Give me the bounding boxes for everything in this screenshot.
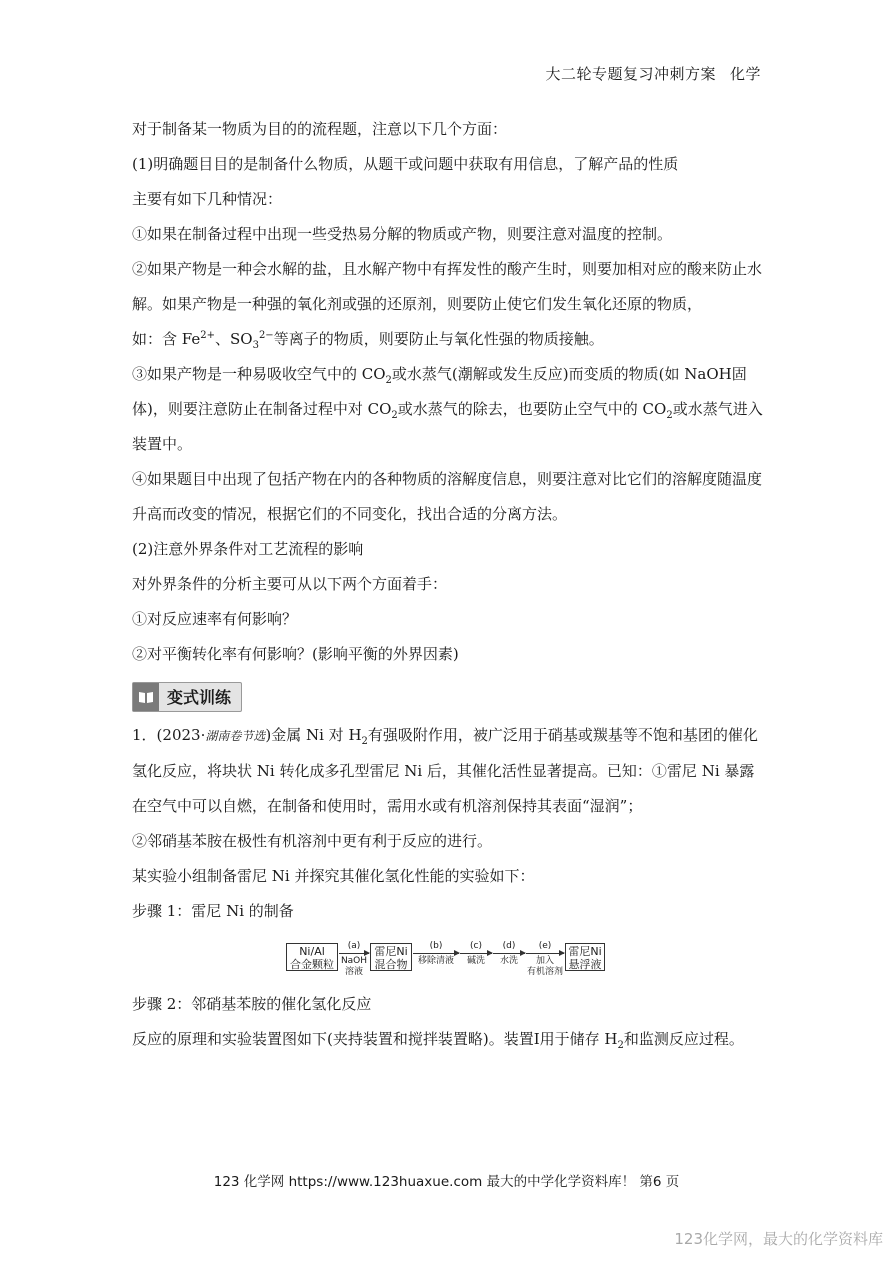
- case-2-ions: [132, 322, 764, 357]
- problem-source: 湖南卷节选: [205, 729, 266, 743]
- ion-sep: 、SO: [214, 330, 253, 348]
- flow-arrow: [460, 953, 492, 954]
- problem-known-2: ②邻硝基苯胺在极性有机溶剂中更有利于反应的进行。: [132, 832, 493, 850]
- flow-step-d: [493, 941, 525, 967]
- book-icon: [133, 683, 159, 711]
- flow-step-reagent: 加入: [535, 956, 554, 966]
- page-header: [545, 63, 761, 84]
- co2-subscript: 2: [385, 375, 392, 386]
- flow-step-label: (b): [429, 941, 443, 951]
- section-title: 变式训练: [167, 687, 232, 707]
- ion-prefix: 如：含 Fe: [132, 330, 201, 348]
- so3-charge: 2−: [258, 330, 274, 341]
- step-2-title: 步骤 2：邻硝基苯胺的催化氢化反应: [132, 995, 372, 1013]
- case-1: ①如果在制备过程中出现一些受热易分解的物质或产物，则要注意对温度的控制。: [132, 225, 673, 243]
- flow-step-label: (d): [502, 941, 516, 951]
- step-1-title: 步骤 1：雷尼 Ni 的制备: [132, 902, 294, 920]
- flow-step-label: (c): [470, 941, 482, 951]
- flow-box-mixture: [370, 943, 412, 971]
- problem-number: 1．(2023·: [132, 726, 206, 744]
- flow-box-line: 混合物: [374, 958, 408, 971]
- flow-step-c: [460, 941, 492, 967]
- flow-arrow: [413, 953, 459, 954]
- ion-suffix: 等离子的物质，则要防止与氧化性强的物质接触。: [273, 330, 604, 348]
- co2-subscript: 2: [666, 410, 673, 421]
- point-1-heading: (1)明确题目目的是制备什么物质，从题干或问题中获取有用信息，了解产品的性质: [132, 155, 679, 173]
- flow-arrow: [339, 953, 369, 954]
- flow-arrow: [493, 953, 525, 954]
- flow-arrow: [526, 953, 564, 954]
- problem-part-b: 有强吸附作用，被广泛用于硝基或羰基等不饱和基团的催化氢化反应，将块状 Ni 转化成多孔型雷尼 Ni 后，其催化活性显著提高。已知：①雷尼 Ni 暴露在空气中可以自燃，在制备和使用时，需用水或有机溶剂保持其表面“湿润”；: [132, 726, 758, 815]
- header-subject: 化学: [729, 65, 761, 83]
- flow-step-reagent: NaOH: [340, 956, 368, 966]
- h2-subscript: 2: [361, 736, 368, 747]
- problem-experiment-intro: 某实验小组制备雷尼 Ni 并探究其催化氢化性能的实验如下：: [132, 867, 535, 885]
- co2-subscript: 2: [391, 410, 398, 421]
- flow-step-reagent: 水洗: [499, 956, 518, 966]
- flow-step-b: [413, 941, 459, 967]
- step-2-part-b: 和监测反应过程。: [623, 1030, 744, 1048]
- case-2: ②如果产物是一种会水解的盐，且水解产物中有挥发性的酸产生时，则要加相对应的酸来防止水解。如果产物是一种强的氧化剂或强的还原剂，则要防止使它们发生氧化还原的物质，: [132, 260, 763, 313]
- step-2-part-a: 反应的原理和实验装置图如下(夹持装置和搅拌装置略)。装置Ⅰ用于储存 H: [132, 1030, 618, 1048]
- flow-step-reagent: 碱洗: [466, 956, 485, 966]
- conditions-intro: 对外界条件的分析主要可从以下两个方面着手：: [132, 575, 448, 593]
- header-series: 大二轮专题复习冲刺方案: [545, 65, 716, 83]
- cases-intro: 主要有如下几种情况：: [132, 190, 283, 208]
- flow-step-reagent: 溶液: [344, 967, 363, 977]
- problem-text: [132, 718, 764, 824]
- intro-paragraph: 对于制备某一物质为目的的流程题，注意以下几个方面：: [132, 120, 508, 138]
- condition-1: ①对反应速率有何影响？: [132, 610, 298, 628]
- flow-step-label: (e): [538, 941, 552, 951]
- problem-part-a: )金属 Ni 对 H: [265, 726, 362, 744]
- section-header: [132, 682, 242, 712]
- flow-box-line: Ni/Al: [299, 945, 325, 958]
- flow-box-line: 悬浮液: [568, 958, 602, 971]
- page-footer: 123 化学网 https://www.123huaxue.com 最大的中学化学资料库！ 第6 页: [213, 1174, 680, 1190]
- main-content: [132, 112, 764, 1057]
- flow-step-reagent: 有机溶剂: [526, 967, 563, 977]
- condition-2: ②对平衡转化率有何影响？(影响平衡的外界因素): [132, 645, 459, 663]
- flow-box-line: 雷尼Ni: [374, 945, 408, 958]
- flow-step-a: [339, 941, 369, 978]
- flow-step-reagent: 移除清液: [417, 956, 454, 966]
- flow-box-line: 合金颗粒: [290, 958, 334, 971]
- flow-step-label: (a): [347, 941, 361, 951]
- flow-box-ni-al-alloy: [286, 943, 338, 971]
- flow-diagram: [286, 941, 606, 987]
- case-3-part-b: 或水蒸气(潮解或发生反应)而变质的物质(如 NaOH固体)，则要注意防止在制备过程中对 CO: [132, 365, 747, 418]
- step-2-text: [132, 1022, 764, 1057]
- case-4: ④如果题目中出现了包括产物在内的各种物质的溶解度信息，则要注意对比它们的溶解度随温度升高而改变的情况，根据它们的不同变化，找出合适的分离方法。: [132, 470, 763, 523]
- case-3-part-d: 或水蒸气进入装置中。: [132, 400, 763, 453]
- case-3-part-a: ③如果产物是一种易吸收空气中的 CO: [132, 365, 386, 383]
- fe-charge: 2+: [200, 330, 215, 341]
- so3-subscript: 3: [252, 340, 259, 351]
- flow-box-suspension: [565, 943, 605, 971]
- flow-box-line: 雷尼Ni: [568, 945, 602, 958]
- watermark: 123化学网，最大的化学资料库: [674, 1230, 883, 1248]
- case-3: [132, 357, 764, 462]
- h2-subscript: 2: [617, 1040, 624, 1051]
- point-2-heading: (2)注意外界条件对工艺流程的影响: [132, 540, 364, 558]
- case-3-part-c: 或水蒸气的除去，也要防止空气中的 CO: [397, 400, 667, 418]
- flow-step-e: [526, 941, 564, 978]
